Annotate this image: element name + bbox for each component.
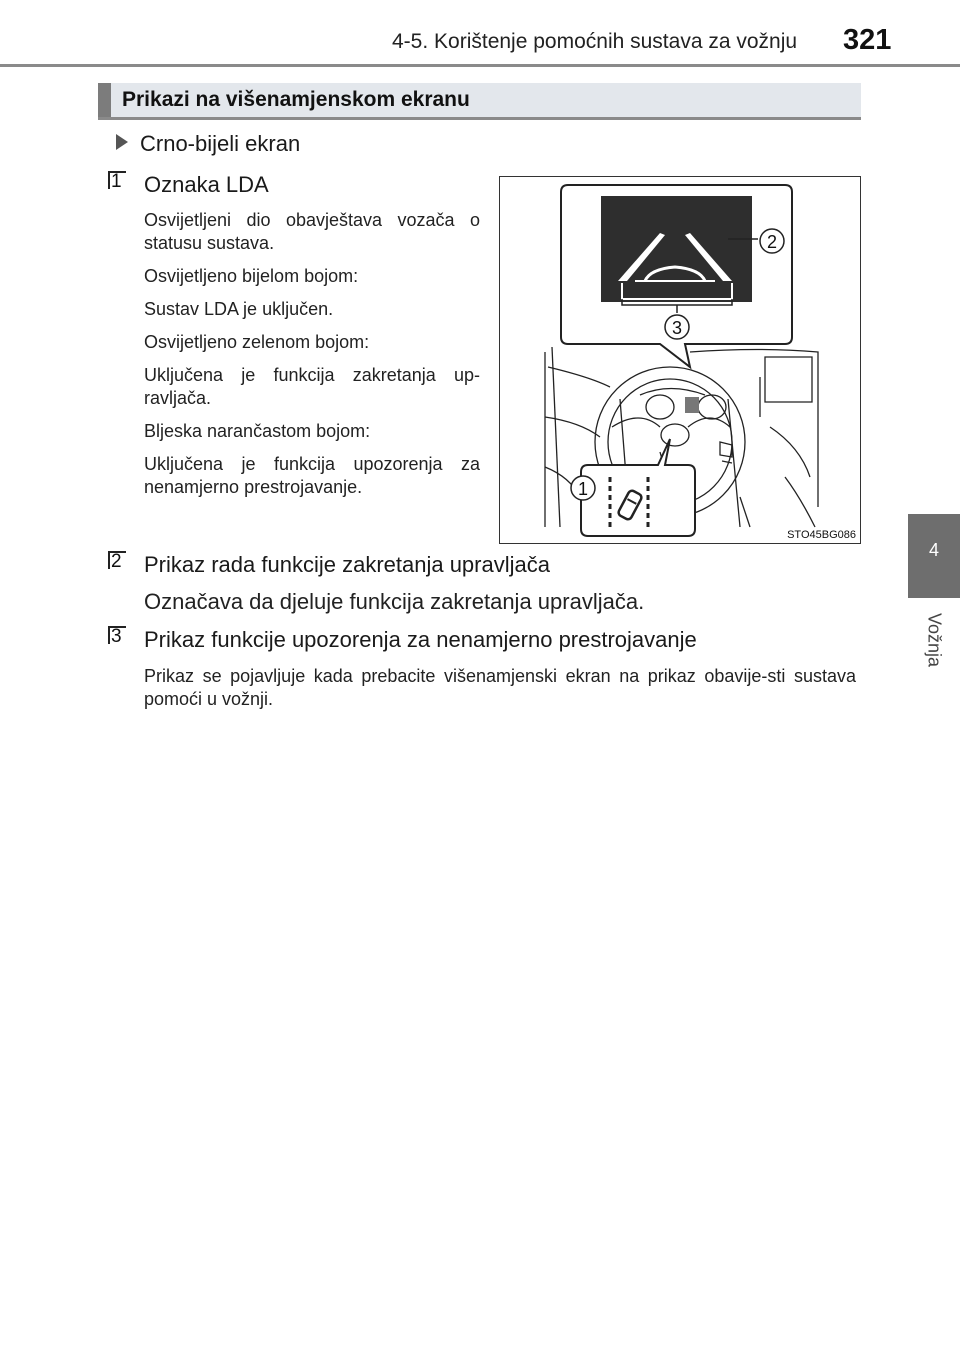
section-header [98, 83, 861, 117]
item-title: Prikaz rada funkcije zakretanja upravljača [144, 552, 550, 577]
page-number: 321 [843, 24, 892, 56]
item-paragraph: Osvijetljeno bijelom bojom: [144, 266, 359, 286]
section-title: Prikazi na višenamjenskom ekranu [122, 88, 470, 111]
item-title: Oznaka LDA [144, 172, 269, 197]
dashboard-illustration [499, 176, 861, 544]
item-number-badge: 3 [108, 626, 130, 648]
item-paragraph: Uključena je funkcija zakretanja up-ravljača. [144, 365, 480, 408]
header-rule [0, 64, 960, 67]
item-paragraph: Uključena je funkcija upozorenja za nenamjerno prestrojavanje. [144, 454, 480, 497]
callout-1-label: 1 [577, 479, 589, 499]
bullet-heading [116, 131, 300, 157]
callout-2-label: 2 [766, 232, 778, 252]
item-number-badge: 2 [108, 551, 130, 573]
item-paragraph: Bljeska narančastom bojom: [144, 421, 371, 441]
figure-code: STO45BG086 [787, 529, 856, 541]
item-paragraph: Osvijetljeni dio obavještava vozača o statusu sustava. [144, 210, 480, 253]
chapter-tab [908, 514, 960, 598]
dashboard-drawing [500, 177, 862, 545]
callout-3-label: 3 [671, 318, 683, 338]
chapter-label [912, 610, 956, 670]
item-paragraph: Sustav LDA je uključen. [144, 299, 334, 319]
header-title: 4-5. Korištenje pomoćnih sustava za vožnju [392, 30, 798, 53]
bullet-text: Crno-bijeli ekran [140, 131, 301, 156]
chapter-label-text: Vožnja [924, 612, 945, 668]
item-number-badge: 1 [108, 171, 130, 193]
triangle-bullet-icon [116, 134, 128, 150]
item-paragraph: Osvijetljeno zelenom bojom: [144, 332, 370, 352]
item-paragraph: Označava da djeluje funkcija zakretanja upravljača. [144, 589, 645, 614]
chapter-number: 4 [928, 540, 939, 560]
item-title: Prikaz funkcije upozorenja za nenamjerno prestrojavanje [144, 627, 697, 652]
item-paragraph: Prikaz se pojavljuje kada prebacite višenamjenski ekran na prikaz obavije-sti sustava pomoći u vožnji. [144, 666, 856, 709]
